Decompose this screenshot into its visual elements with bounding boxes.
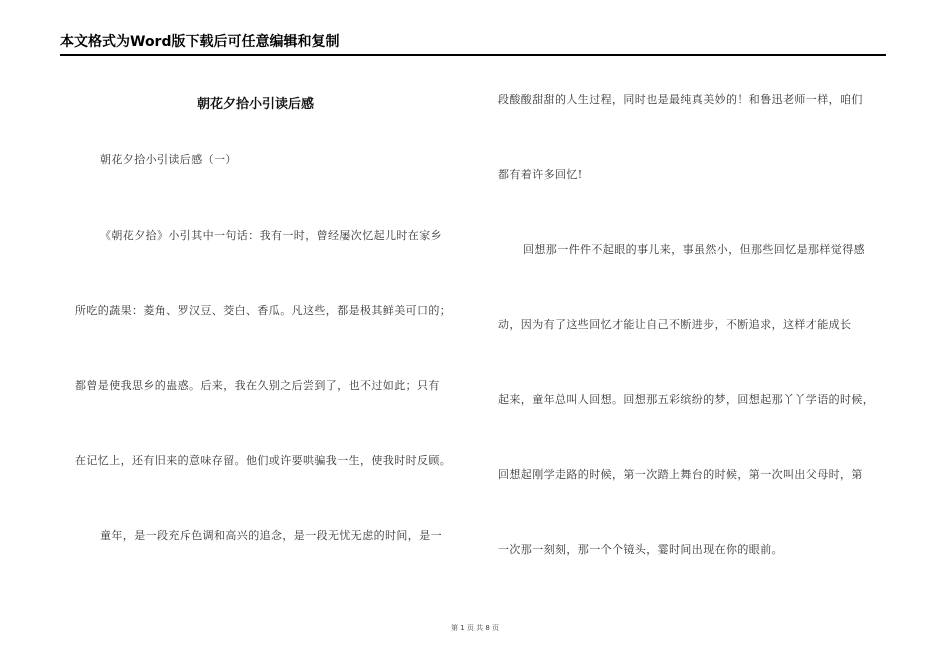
paragraph-line: 段酸酸甜甜的人生过程，同时也是最纯真美妙的！和鲁迅老师一样，咱们 [498, 93, 863, 106]
paragraph-line: 朝花夕拾小引读后感（一） [100, 153, 237, 166]
paragraph-line: 童年，是一段充斥色调和高兴的追念，是一段无忧无虑的时间，是一 [100, 529, 442, 542]
paragraph-line: 在记忆上，还有旧来的意味存留。他们或许要哄骗我一生，使我时时反顾。 [75, 454, 452, 467]
document-title: 朝花夕拾小引读后感 [197, 97, 315, 112]
paragraph-line: 都有着许多回忆! [498, 168, 583, 181]
document-header-banner: 本文格式为Word版下载后可任意编辑和复制 [60, 32, 886, 56]
paragraph-line: 动，因为有了这些回忆才能让自己不断进步，不断追求，这样才能成长 [498, 318, 852, 331]
paragraph-line: 回想起刚学走路的时候，第一次踏上舞台的时候，第一次叫出父母时，第 [498, 468, 863, 481]
paragraph-line: 所吃的蔬果：菱角、罗汉豆、茭白、香瓜。凡这些，都是极其鲜美可口的； [75, 304, 452, 317]
paragraph-line: 起来，童年总叫人回想。回想那五彩缤纷的梦，回想起那丫丫学语的时候， [498, 393, 875, 406]
left-column [75, 0, 475, 672]
paragraph-line: 都曾是使我思乡的蛊惑。后来，我在久别之后尝到了，也不过如此；只有 [75, 379, 440, 392]
paragraph-line: 一次那一刻刻，那一个个镜头，霎时间出现在你的眼前。 [498, 543, 783, 556]
paragraph-line: 《朝花夕拾》小引其中一句话：我有一时，曾经屡次忆起儿时在家乡 [100, 229, 442, 242]
page-footer: 第 1 页 共 8 页 [450, 624, 500, 632]
paragraph-line: 回想那一件件不起眼的事儿来，事虽然小，但那些回忆是那样觉得感 [523, 243, 865, 256]
right-column [498, 0, 890, 672]
